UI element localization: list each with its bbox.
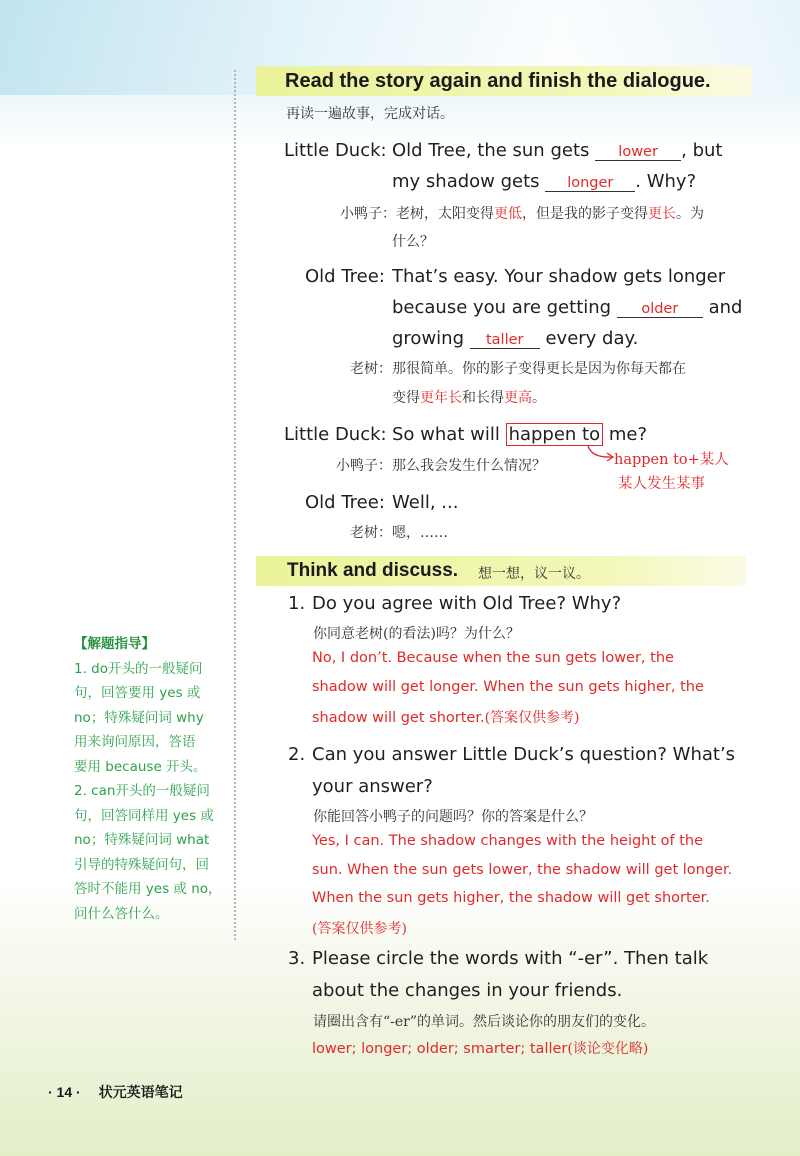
answer-note: (答案仅供参考)	[312, 921, 407, 937]
guide-line: 句，回答要用 yes 或	[74, 685, 201, 701]
guide-line: 答时不能用 yes 或 no，	[74, 881, 222, 897]
dialogue-text: . Why?	[635, 171, 697, 192]
speaker-old-tree: Old Tree:	[305, 266, 385, 287]
column-divider	[234, 70, 236, 940]
question-text: your answer?	[312, 776, 433, 797]
dialogue-text: , but	[681, 140, 723, 161]
question-number: 1.	[288, 593, 306, 614]
answer-line: Yes, I can. The shadow changes with the height of the	[312, 833, 704, 849]
answer-blank: lower	[595, 144, 681, 161]
arrow-icon	[586, 444, 616, 464]
speaker-little-duck: Little Duck:	[284, 424, 387, 445]
translation-cn	[340, 203, 704, 223]
dialogue-line	[392, 171, 696, 192]
section-heading-cn: 再读一遍故事，完成对话。	[286, 106, 454, 122]
dialogue-text: every day.	[545, 328, 639, 349]
dialogue-line: That’s easy. Your shadow gets longer	[392, 266, 726, 287]
question-text: Do you agree with Old Tree? Why?	[312, 593, 622, 614]
guide-title: 【解题指导】	[74, 636, 155, 652]
translation-text: 。	[532, 390, 546, 406]
dialogue-text: Old Tree, the sun gets	[392, 140, 590, 161]
answer-line: When the sun gets higher, the shadow will get shorter.	[312, 890, 710, 906]
translation-highlight: 更高	[504, 390, 532, 406]
guide-line: 句，回答同样用 yes 或	[74, 807, 214, 824]
question-number: 3.	[288, 948, 306, 969]
answer-line: shadow will get longer. When the sun gets higher, the	[312, 679, 704, 695]
answer-line	[312, 707, 580, 727]
section-heading-cn: 想一想，议一议。	[478, 566, 590, 582]
guide-line: 要用 because 开头。	[74, 758, 207, 775]
answer-blank: longer	[545, 175, 635, 192]
dialogue-line	[392, 328, 638, 349]
dialogue-text: So what will	[392, 424, 500, 445]
question-cn: 你能回答小鸭子的问题吗？你的答案是什么？	[313, 809, 593, 825]
translation-cn: 什么？	[392, 234, 434, 250]
dialogue-text: growing	[392, 328, 464, 349]
question-cn: 请圈出含有“-er”的单词。然后谈论你的朋友们的变化。	[313, 1014, 656, 1030]
answer-blank: older	[617, 301, 703, 318]
solution-guide	[74, 632, 234, 926]
grammar-note: 某人发生某事	[618, 476, 705, 492]
question-text: Can you answer Little Duck’s question? What’s	[312, 744, 736, 765]
answer-note: (谈论变化略)	[567, 1041, 649, 1057]
guide-line: 2. can开头的一般疑问	[74, 783, 210, 799]
answer-blank: taller	[470, 332, 540, 349]
grammar-note: happen to+某人	[614, 452, 729, 468]
answer-text: lower; longer; older; smarter; taller	[312, 1041, 568, 1057]
circled-phrase: happen to	[506, 423, 604, 446]
answer-line: No, I don’t. Because when the sun gets lower, the	[312, 650, 674, 666]
question-cn: 你同意老树(的看法)吗？为什么？	[313, 626, 520, 642]
section-heading: Think and discuss.	[287, 560, 459, 581]
answer-text: shadow will get shorter.	[312, 710, 485, 726]
answer-line: sun. When the sun gets lower, the shadow will get longer.	[312, 862, 733, 878]
guide-line: 问什么答什么。	[74, 905, 169, 922]
guide-line: 引导的特殊疑问句，回	[74, 856, 209, 873]
translation-cn: 小鸭子：那么我会发生什么情况？	[336, 458, 546, 474]
translation-text: ，但是我的影子变得	[522, 206, 648, 222]
book-title: 状元英语笔记	[98, 1084, 183, 1100]
guide-line: 1. do开头的一般疑问	[74, 660, 203, 677]
answer-line	[312, 1038, 648, 1058]
dialogue-text: me?	[608, 424, 648, 445]
dialogue-text: because you are getting	[392, 297, 612, 318]
dialogue-text: and	[708, 297, 743, 318]
dialogue-line	[392, 140, 722, 161]
translation-text: 。为	[676, 206, 704, 222]
guide-line: no；特殊疑问词 what	[74, 832, 210, 848]
question-text: Please circle the words with “-er”. Then talk	[312, 948, 709, 969]
speaker-old-tree: Old Tree:	[305, 492, 385, 513]
guide-line: no；特殊疑问词 why	[74, 709, 204, 726]
dialogue-line: Well, ...	[392, 492, 459, 513]
section-heading: Read the story again and finish the dialogue.	[285, 70, 711, 92]
dialogue-text: my shadow gets	[392, 171, 540, 192]
translation-text: 小鸭子：老树，太阳变得	[340, 206, 494, 222]
translation-highlight: 更长	[648, 206, 676, 222]
translation-cn: 老树：嗯，……	[350, 525, 448, 541]
translation-highlight: 更低	[494, 206, 522, 222]
guide-line: 用来询问原因，答语	[74, 734, 196, 750]
translation-text: 和长得	[462, 390, 504, 406]
page-number: · 14 ·	[48, 1084, 81, 1100]
dialogue-line	[392, 424, 647, 445]
dialogue-line	[392, 297, 742, 318]
translation-text: 变得	[392, 390, 420, 406]
translation-highlight: 更年长	[420, 390, 462, 406]
speaker-little-duck: Little Duck:	[284, 140, 387, 161]
page-footer	[48, 1082, 183, 1102]
question-text: about the changes in your friends.	[312, 980, 623, 1001]
answer-note: (答案仅供参考)	[484, 710, 580, 726]
translation-cn: 老树：那很简单。你的影子变得更长是因为你每天都在	[350, 361, 686, 377]
question-number: 2.	[288, 744, 306, 765]
translation-cn	[392, 387, 546, 407]
